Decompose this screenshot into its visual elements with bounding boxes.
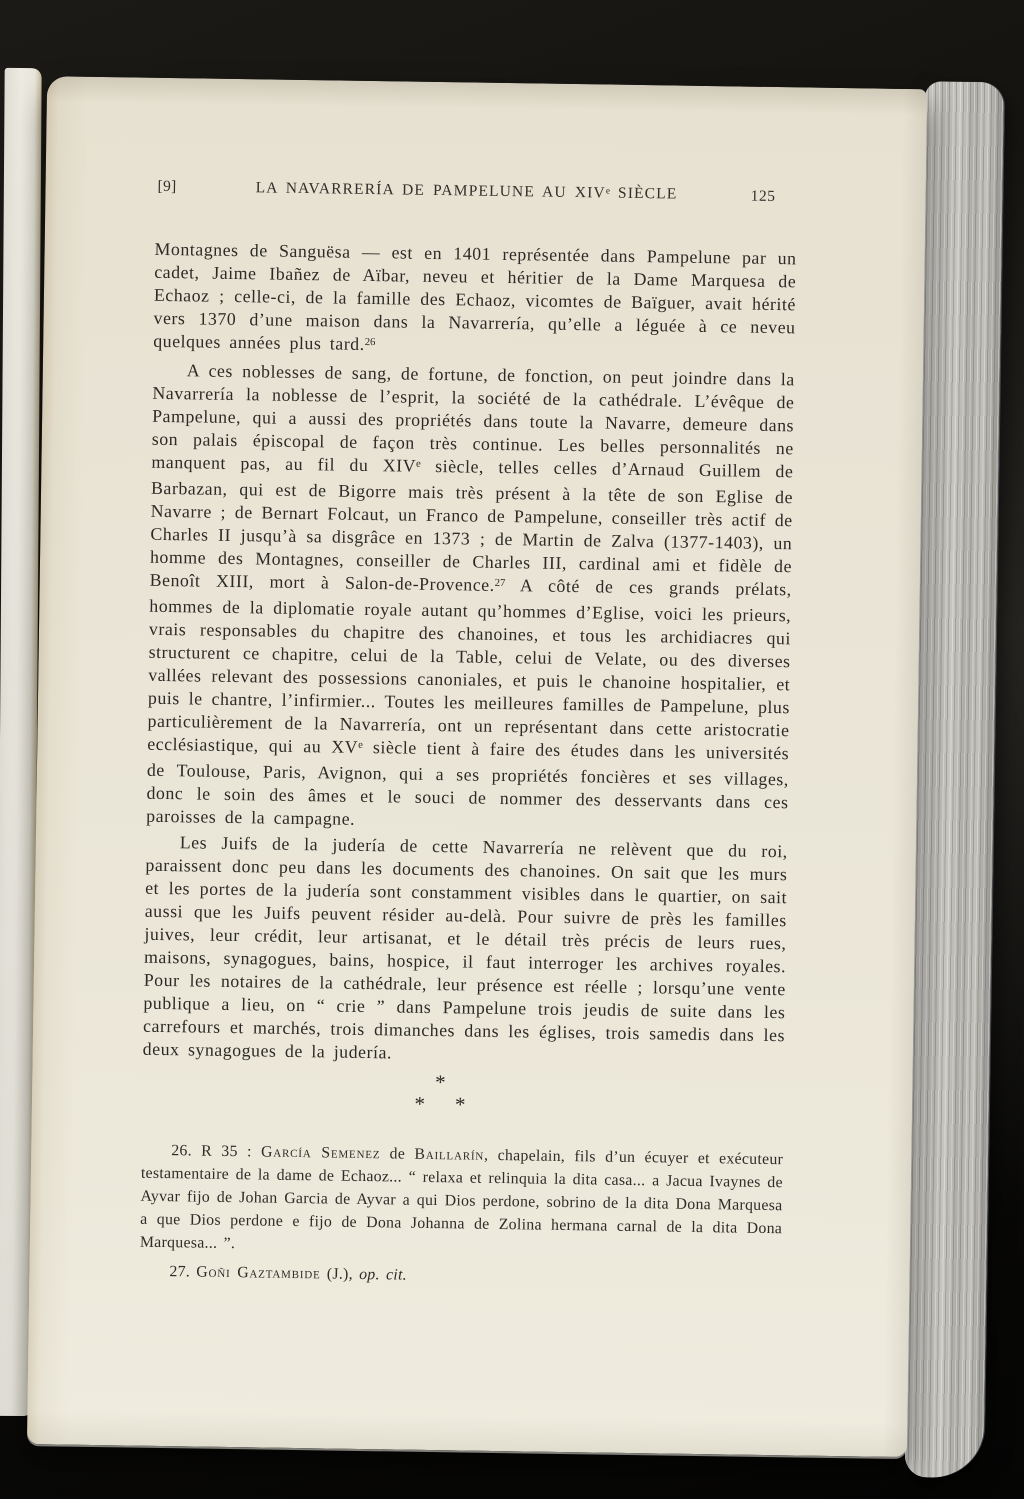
book-page <box>27 76 927 1457</box>
footnote-27-opcit-italic: op. cit. <box>359 1265 408 1284</box>
running-title-main: LA NAVARRERÍA DE PAMPELUNE AU XIV <box>255 179 606 202</box>
page-content <box>139 78 799 1292</box>
footnote-ref-26: 26 <box>364 335 376 348</box>
footnote-separator <box>119 1066 762 1120</box>
footnote-27-number: 27. <box>169 1263 197 1281</box>
roman-century-superscript-2: e <box>358 738 363 751</box>
footnote-26-author-smallcaps: García Semenez <box>260 1143 381 1163</box>
roman-century-superscript-1: e <box>416 457 421 470</box>
paragraph-2 <box>146 359 795 837</box>
asterisk: * <box>454 1092 466 1117</box>
asterisk: * <box>434 1070 446 1095</box>
section-marker: [9] <box>157 177 177 196</box>
body-text <box>143 238 797 1070</box>
footnote-ref-27: 27 <box>494 576 506 589</box>
footnote-26-text-b: de <box>380 1145 415 1163</box>
footnotes-block <box>139 1139 783 1293</box>
running-title-end: SIÈCLE <box>609 184 678 203</box>
paragraph-2-text-b: siècle, telles celles d’Arnaud Guillem de Barbazan, qui est de Bigorre mais très présent à la tête de son Eglise de Navarre ; de Bernart Folcaut, un Franco de Pampelune, conseiller très actif de Charles II jusqu’à sa disgrâce en 1373 ; de Martin de Zalva (1377-1403), un homme des Montagnes, conseiller de Charles III, cardinal ami et fidèle de Benoît XIII, mort à Salon-de-Provence. <box>149 455 794 595</box>
paragraph-3 <box>143 831 788 1070</box>
footnote-27-text-a: (J.), <box>320 1265 360 1283</box>
running-title <box>145 178 787 206</box>
running-header <box>155 178 797 210</box>
title-superscript: e <box>605 186 611 197</box>
footnote-27-author-smallcaps: Goñi Gaztambide <box>196 1263 321 1283</box>
footnote-26 <box>140 1139 784 1264</box>
footnote-26-number: 26. <box>171 1142 202 1160</box>
asterisk: * <box>414 1091 426 1116</box>
page-number: 125 <box>750 187 776 206</box>
footnote-26-text-c: , chapelain, fils d’un écuyer et exécuteur testamentaire de la dame de Echaoz... “ relaxa et relinquia la dita casa... a Jacua Ivaynes de Ayvar fijo de Johan Garcia de Ayvar a qui Dios perdone, sobrino de la dita Dona Marquesa a que Dios perdone e fijo de Dona Johanna de Zolina hermana carnal de la dita Dona Marquesa... ”. <box>139 1146 784 1253</box>
footnote-27 <box>139 1260 781 1293</box>
paragraph-1 <box>153 238 797 366</box>
paragraph-3-text: Les Juifs de la judería de cette Navarrería ne relèvent que du roi, paraissent donc peu dans les documents des chanoines. On sait que les murs et les portes de la judería sont constamment visibles dans le quartier, on sait aussi que les Juifs peuvent résider au-delà. Pour suivre de près les familles juives, leur crédit, leur artisanat, et le détail très précis de leurs rues, maisons, synagogues, bains, hospice, il faut interroger les archives royales. Pour les notaires de la cathédrale, leur présence est réelle ; lorsqu’une vente publique a lieu, on “ crie ” dans Pampelune trois jeudis de suite dans les carrefours et marchés, trois dimanches dans les églises, trois samedis dans les deux synagogues de la judería. <box>142 832 788 1063</box>
footnote-26-text-a: R 35 : <box>201 1142 262 1161</box>
paragraph-1-text: Montagnes de Sanguësa — est en 1401 représentée dans Pampelune par un cadet, Jaime Ibañez de Aïbar, neveu et héritier de la Dame Marquesa de Echaoz ; celle-ci, de la famille des Echaoz, vicomtes de Baïguer, avait hérité vers 1370 d’une maison dans la Navarrería, qu’elle a léguée à ce neveu quelques années plus tard. <box>153 238 797 354</box>
paragraph-2-text-a: A ces noblesses de sang, de fortune, de fonction, on peut joindre dans la Navarrería la noblesse de l’esprit, la société de la cathédrale. L’évêque de Pampelune, qui a aussi des propriétés dans toute la Navarre, demeure dans son palais épiscopal de façon très continue. Les belles personnalités ne manquent pas, au fil du XIV <box>151 360 795 476</box>
book-block <box>27 76 927 1457</box>
footnote-26-name-smallcaps: Baillarín <box>414 1145 485 1164</box>
paragraph-2-text-d: siècle tient à faire des études dans les universités de Toulouse, Paris, Avignon, qui a ses propriétés foncières et ses villages, donc le soin des âmes et le souci de nommer des desservants dans ces paroisses de la campagne. <box>146 736 790 829</box>
paragraph-2-text-c: A côté de ces grands prélats, hommes de la diplomatie royale autant qu’hommes d’Eglise, voici les prieurs, vrais responsables du chapitre des chanoines, et tous les archidiacres qui structurent ce chapitre, celui de la Table, celui de Velate, ou des diverses vallées relevant des possessions canoniales, et puis le chanoine hospitalier, et puis le chantre, l’infirmier... Toutes les meilleures familles de Pampelune, plus particulièrement de la Navarrería, ont un représentant dans cette aristocratie ecclésiastique, qui au XV <box>147 575 792 757</box>
